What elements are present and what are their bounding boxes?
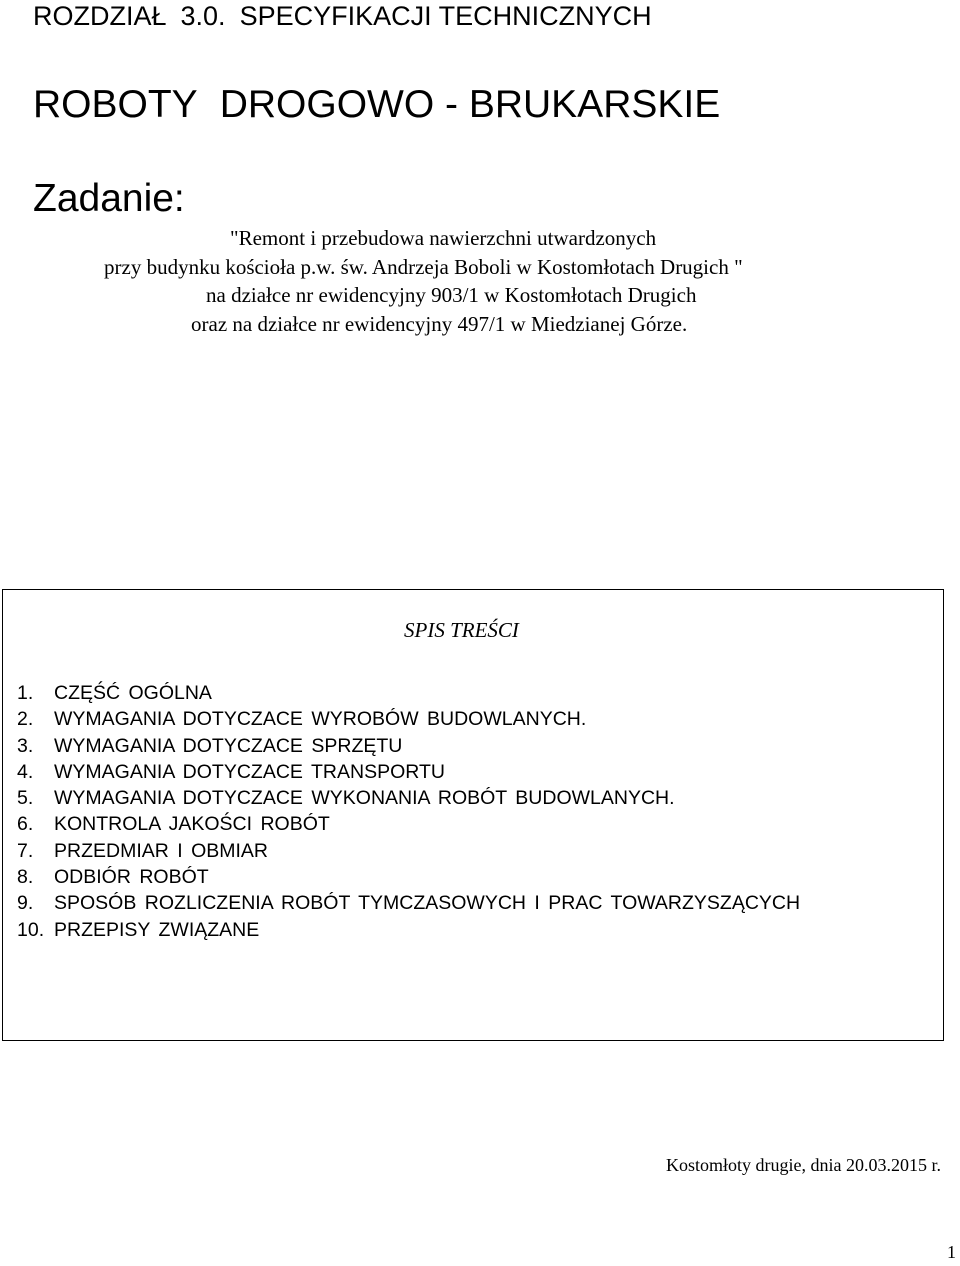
toc-heading: SPIS TREŚCI <box>404 618 519 642</box>
task-label: Zadanie: <box>33 177 185 220</box>
toc-item-number: 1. <box>17 682 34 704</box>
toc-item <box>17 733 800 759</box>
toc-item-text: PRZEDMIAR I OBMIAR <box>54 839 269 862</box>
toc-item <box>17 680 800 706</box>
chapter-number: 3.0. <box>180 1 226 31</box>
title-part2: DROGOWO - BRUKARSKIE <box>219 83 721 126</box>
toc-item <box>17 759 800 785</box>
task-description-line: przy budynku kościoła p.w. św. Andrzeja Boboli w Kostomłotach Drugich " <box>104 255 743 279</box>
toc-item <box>17 917 800 943</box>
toc-item-number: 6. <box>17 813 34 836</box>
toc-item-text: ODBIÓR ROBÓT <box>54 866 209 889</box>
toc-item <box>17 706 800 732</box>
toc-item-text: SPOSÓB ROZLICZENIA ROBÓT TYMCZASOWYCH I PRAC TOWARZYSZĄCYCH <box>54 892 801 915</box>
toc-item-text: WYMAGANIA DOTYCZACE SPRZĘTU <box>54 734 403 757</box>
toc-item <box>17 838 800 864</box>
toc-item-number: 7. <box>17 839 34 862</box>
toc-item-number: 9. <box>17 892 34 915</box>
toc-item <box>17 890 800 916</box>
task-description-line: oraz na działce nr ewidencyjny 497/1 w Miedzianej Górze. <box>191 312 688 336</box>
chapter-prefix: ROZDZIAŁ <box>33 1 167 31</box>
toc-item-number: 8. <box>17 866 34 889</box>
toc-list <box>17 680 800 943</box>
toc-item-text: WYMAGANIA DOTYCZACE WYROBÓW BUDOWLANYCH. <box>54 708 587 731</box>
task-description-line: na działce nr ewidencyjny 903/1 w Kostomłotach Drugich <box>206 283 697 307</box>
toc-item-text: PRZEPISY ZWIĄZANE <box>54 918 260 941</box>
toc-item-number: 10. <box>17 918 45 941</box>
toc-item-number: 2. <box>17 708 34 731</box>
document-title <box>33 82 720 128</box>
toc-item-number: 5. <box>17 787 34 810</box>
toc-item-text: KONTROLA JAKOŚCI ROBÓT <box>54 813 330 836</box>
toc-item-text: WYMAGANIA DOTYCZACE WYKONANIA ROBÓT BUDOWLANYCH. <box>54 787 675 810</box>
chapter-title: SPECYFIKACJI TECHNICZNYCH <box>239 1 652 31</box>
task-description-line: "Remont i przebudowa nawierzchni utwardzonych <box>230 226 657 250</box>
toc-item <box>17 864 800 890</box>
place-and-date: Kostomłoty drugie, dnia 20.03.2015 r. <box>666 1155 941 1175</box>
toc-item-number: 4. <box>17 760 34 783</box>
title-part1: ROBOTY <box>33 83 198 126</box>
toc-item-text: CZĘŚĆ OGÓLNA <box>54 682 212 704</box>
toc-item <box>17 785 800 811</box>
toc-item <box>17 811 800 837</box>
toc-item-number: 3. <box>17 734 34 757</box>
chapter-heading <box>33 0 652 32</box>
page-number: 1 <box>947 1242 956 1262</box>
toc-item-text: WYMAGANIA DOTYCZACE TRANSPORTU <box>54 760 445 783</box>
